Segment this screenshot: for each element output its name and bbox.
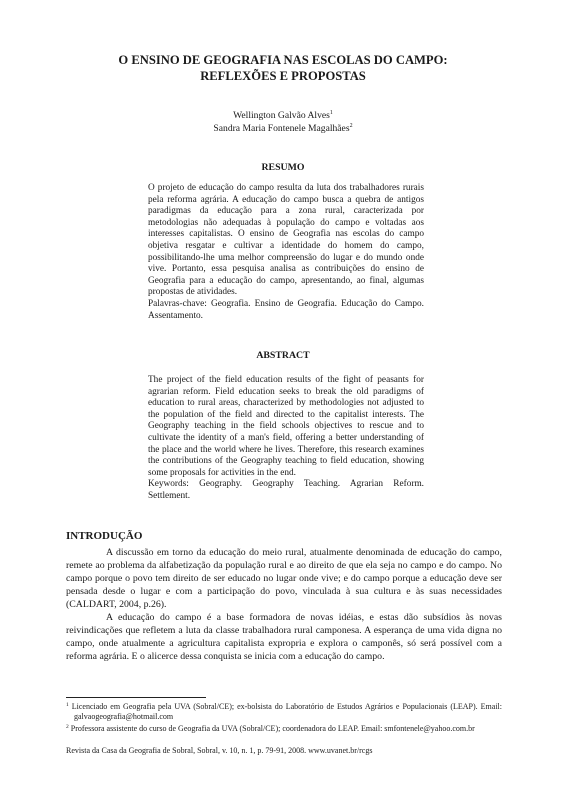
introducao-paragraph-1: A discussão em torno da educação do meio rural, atualmente denominada de educação do campo, remete ao problema da alfabetização da população rural e ao direito de que ela seja no campo e do campo. No campo porque o povo tem direito de ser educado no lugar onde vive; e do campo porque a educação deve ser pensada desde o lugar e com a participação do povo, vinculada à sua cultura e às suas necessidades (CALDART, 2004, p.26). (66, 547, 502, 610)
author-2-footnote-mark: 2 (349, 123, 353, 129)
resumo-text: O projeto de educação do campo resulta da luta dos trabalhadores rurais pela reforma agrária. A educação do campo busca a quebra de antigos paradigmas da educação para a zona rural, caracterizada por metodologias não adequadas à população do campo e voltadas aos interesses capitalistas. O ensino de Geografia nas escolas do campo objetiva resgatar e cultivar a identidade do homem do campo, possibilitando-lhe uma melhor compreensão do lugar e do mundo onde vive. Portanto, essa pesquisa analisa as contribuições do ensino de Geografia para a educação do campo, apresentando, ao final, algumas propostas de atividades. (148, 183, 424, 298)
resumo-keywords: Palavras-chave: Geografia. Ensino de Geografia. Educação do Campo. Assentamento. (148, 298, 424, 321)
footnote-divider (66, 697, 206, 698)
author-list (100, 109, 466, 135)
footnote-2 (66, 724, 502, 734)
footnote-1-mark: 1 (66, 702, 69, 708)
abstract-keywords: Keywords: Geography. Geography Teaching. Agrarian Reform. Settlement. (148, 479, 424, 501)
footnote-1 (66, 702, 502, 722)
journal-citation: Revista da Casa da Geografia de Sobral, Sobral, v. 10, n. 1, p. 79-91, 2008. www.uvanet.br/rcgs (66, 746, 373, 755)
abstract-section (148, 375, 424, 503)
abstract-text: The project of the field education results of the fight of peasants for agrarian reform. Field education seeks to break the old paradigms of education to rural areas, characterized by methodologies not adjusted to the population of the field and directed to the capitalist interests. The Geography teaching in the field schools objectives to rescue and to cultivate the identity of a man's field, offering a better understanding of the place and the world where he lives. Therefore, this research examines the contributions of the Geography teaching to field education, showing some proposals for activities in the end. (148, 375, 424, 478)
author-2-name: Sandra Maria Fontenele Magalhães (213, 123, 350, 134)
footnote-1-text: Licenciado em Geografia pela UVA (Sobral/CE); ex-bolsista do Laboratório de Estudos Agrários e Populacionais (LEAP). Email: galvaogeografia@hotmail.com (71, 702, 502, 722)
introducao-paragraph-2: A educação do campo é a base formadora de novas idéias, e estas dão subsídios às novas reivindicações que refletem a luta da classe trabalhadora rural camponesa. A esperança de uma vida digna no campo, onde atualmente a agricultura capitalista expropria e explora o camponês, só será possível com a reforma agrária. E o alicerce dessa conquista se inicia com a educação do campo. (66, 612, 502, 662)
author-1-name: Wellington Galvão Alves (233, 110, 330, 121)
abstract-heading: ABSTRACT (256, 350, 310, 361)
resumo-section (148, 183, 424, 322)
author-1 (100, 109, 466, 122)
introducao-body (66, 546, 502, 663)
author-1-footnote-mark: 1 (329, 110, 333, 116)
footnote-2-text: Professora assistente do curso de Geografia da UVA (Sobral/CE); coordenadora do LEAP. Email: smfontenele@yahoo.com.br (70, 724, 475, 734)
resumo-heading: RESUMO (261, 162, 305, 173)
paper-title (60, 52, 506, 84)
introducao-heading: INTRODUÇÃO (66, 530, 143, 542)
author-2 (100, 122, 466, 135)
footnote-2-mark: 2 (66, 724, 69, 731)
paper-title-line-2: REFLEXÕES E PROPOSTAS (200, 69, 366, 83)
footnotes (66, 702, 502, 737)
paper-title-line-1: O ENSINO DE GEOGRAFIA NAS ESCOLAS DO CAMPO: (118, 53, 448, 67)
